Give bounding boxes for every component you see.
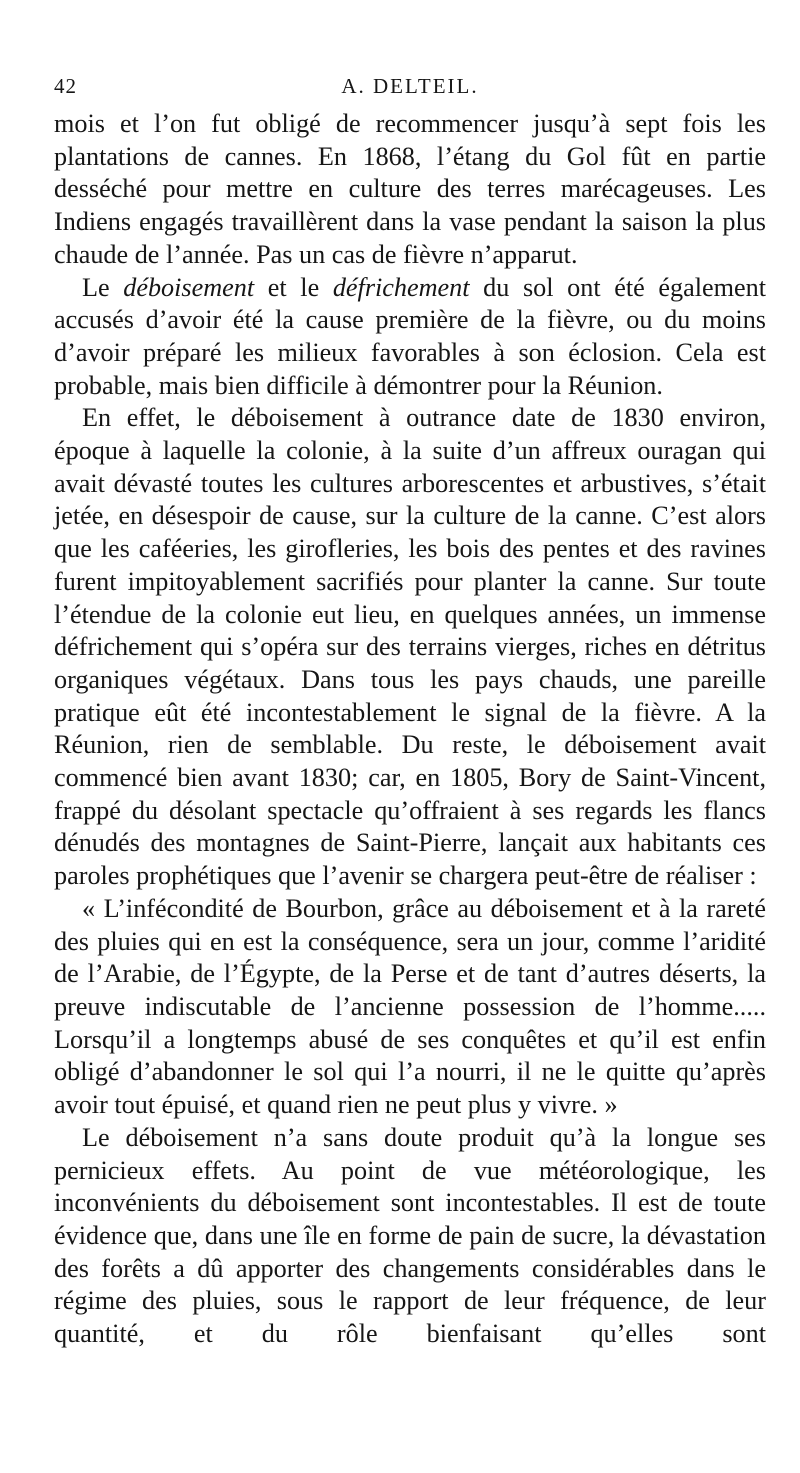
running-head-author: A. DELTEIL.: [341, 74, 479, 98]
italic-deboisement: déboisement: [123, 272, 255, 302]
body-text: [54, 108, 766, 1351]
paragraph-2-mid: et le: [254, 272, 333, 302]
paragraph-2-end: du sol ont été également accusés d’avoir été la cause première de la fièvre, ou du moins d’avoir préparé les milieux favorables à son éclosion. Cela est probable, mais bien difficile à démontrer pour la Réunion.: [54, 272, 766, 400]
paragraph-2-start: Le: [82, 272, 124, 302]
page-number: 42: [54, 74, 77, 98]
book-page: [54, 74, 766, 1351]
paragraph-1: mois et l’on fut obligé de recommencer jusqu’à sept fois les plantations de cannes. En 1868, l’étang du Gol fût en partie desséché pour mettre en culture des terres marécageuses. Les Indiens engagés travaillèrent dans la vase pendant la saison la plus chaude de l’année. Pas un cas de fièvre n’apparut.: [54, 109, 766, 269]
quotation-bory: « L’infécondité de Bourbon, grâce au déboisement et à la rareté des pluies qui en est la conséquence, sera un jour, comme l’aridité de l’Arabie, de l’Égypte, de la Perse et de tant d’autres déserts, la preuve indiscutable de l’ancienne possession de l’homme..... Lorsqu’il a longtemps abusé de ses conquêtes et qu’il est enfin obligé d’abandonner le sol qui l’a nourri, il ne le quitte qu’après avoir tout épuisé, et quand rien ne peut plus y vivre. »: [54, 893, 766, 1120]
italic-defrichement: défrichement: [332, 272, 470, 302]
paragraph-3: En effet, le déboisement à outrance date de 1830 environ, époque à laquelle la colonie, à la suite d’un affreux ouragan qui avait dévasté toutes les cultures arborescentes et arbustives, s’était jetée, en désespoir de cause, sur la culture de la canne. C’est alors que les caféeries, les girofleries, les bois des pentes et des ravines furent impitoyablement sacrifiés pour planter la canne. Sur toute l’étendue de la colonie eut lieu, en quelques années, un immense défrichement qui s’opéra sur des terrains vierges, riches en détritus organiques végétaux. Dans tous les pays chauds, une pareille pratique eût été incontestablement le signal de la fièvre. A la Réunion, rien de semblable. Du reste, le déboisement avait commencé bien avant 1830; car, en 1805, Bory de Saint-Vincent, frappé du désolant spectacle qu’offraient à ses regards les flancs dénudés des montagnes de Saint-Pierre, lançait aux habitants ces paroles prophétiques que l’avenir se chargera peut-être de réaliser :: [54, 403, 766, 891]
paragraph-5: Le déboisement n’a sans doute produit qu’à la longue ses pernicieux effets. Au point de vue météorologique, les inconvénients du déboisement sont incontestables. Il est de toute évidence que, dans une île en forme de pain de sucre, la dévastation des forêts a dû apporter des changements considérables dans le régime des pluies, sous le rapport de leur fréquence, de leur quantité, et du rôle bienfaisant qu’elles sont: [54, 1122, 766, 1349]
running-head: [54, 74, 766, 108]
paragraph-2: [54, 272, 766, 403]
